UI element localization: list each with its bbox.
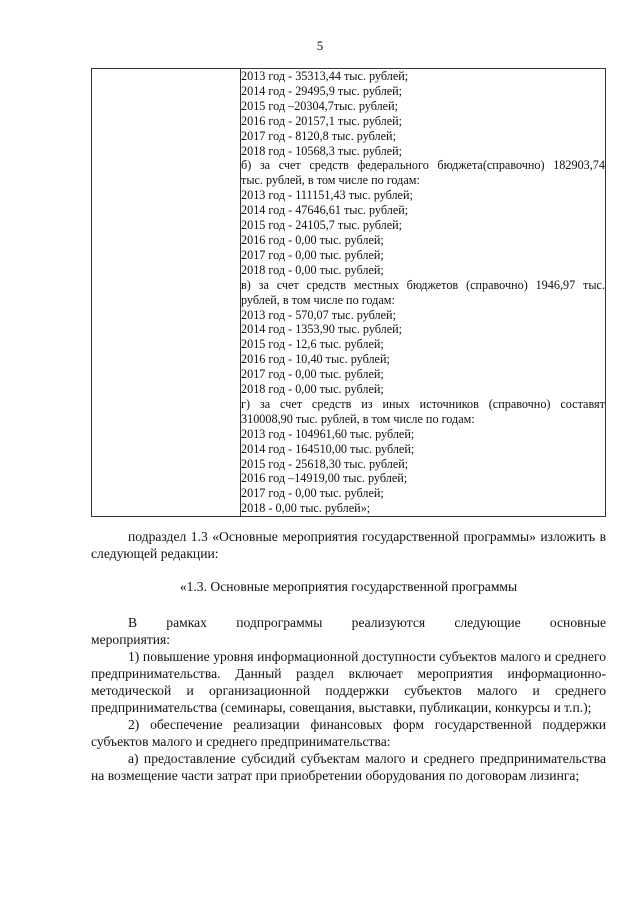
funding-line: г) за счет средств из иных источников (справочно) составят <box>241 396 605 411</box>
subsection-intro <box>91 528 606 562</box>
funding-line: 2016 год - 20157,1 тыс. рублей; <box>241 113 403 128</box>
funding-line: 2018 год - 10568,3 тыс. рублей; <box>241 143 403 158</box>
funding-line: 2016 год - 0,00 тыс. рублей; <box>241 232 384 247</box>
funding-line: 2014 год - 164510,00 тыс. рублей; <box>241 441 415 456</box>
funding-line: 310008,90 тыс. рублей, в том числе по годам: <box>241 411 475 426</box>
funding-lines <box>241 69 605 516</box>
item-1: 1) повышение уровня информационной доступности субъектов малого и среднего предпринимательства. Данный раздел включает мероприятия информационно-методической и организационной поддержки субъектов малого и среднего предпринимательства (семинары, совещания, выставки, публикации, конкурсы и т.п.); <box>91 649 606 715</box>
funding-line: 2013 год - 570,07 тыс. рублей; <box>241 307 396 322</box>
table-left-cell <box>92 69 241 517</box>
funding-line: 2018 год - 0,00 тыс. рублей; <box>241 262 384 277</box>
funding-line: 2017 год - 0,00 тыс. рублей; <box>241 247 384 262</box>
funding-line: 2013 год - 104961,60 тыс. рублей; <box>241 426 415 441</box>
funding-line: 2013 год - 35313,44 тыс. рублей; <box>241 69 409 83</box>
main-text <box>91 614 606 784</box>
item-2: 2) обеспечение реализации финансовых форм государственной поддержки субъектов малого и среднего предпринимательства: <box>91 717 606 749</box>
funding-line: 2017 год - 0,00 тыс. рублей; <box>241 367 384 382</box>
funding-line: 2014 год - 47646,61 тыс. рублей; <box>241 203 409 218</box>
funding-line: 2016 год –14919,00 тыс. рублей; <box>241 471 408 486</box>
table-row <box>92 69 606 517</box>
intro-line-2: мероприятия: <box>91 632 171 647</box>
funding-line: рублей, в том числе по годам: <box>241 292 395 307</box>
funding-line: 2015 год - 25618,30 тыс. рублей; <box>241 456 409 471</box>
funding-line: 2018 - 0,00 тыс. рублей»; <box>241 501 371 516</box>
subsection-intro-text: подраздел 1.3 «Основные мероприятия государственной программы» изложить в следующей редакции: <box>91 529 606 561</box>
page-number: 5 <box>316 38 324 53</box>
funding-line: 2015 год –20304,7тыс. рублей; <box>241 98 398 113</box>
section-heading: «1.3. Основные мероприятия государственной программы <box>179 579 518 594</box>
funding-line: тыс. рублей, в том числе по годам: <box>241 173 420 188</box>
section-heading-block <box>91 578 606 595</box>
funding-table <box>91 68 606 517</box>
funding-line: 2013 год - 111151,43 тыс. рублей; <box>241 188 413 203</box>
funding-line: 2015 год - 24105,7 тыс. рублей; <box>241 218 403 233</box>
funding-line: 2015 год - 12,6 тыс. рублей; <box>241 337 384 352</box>
funding-line: 2017 год - 0,00 тыс. рублей; <box>241 486 384 501</box>
funding-line: 2014 год - 29495,9 тыс. рублей; <box>241 83 403 98</box>
table-right-cell <box>241 69 606 517</box>
item-2a: а) предоставление субсидий субъектам малого и среднего предпринимательства на возмещение части затрат при приобретении оборудования по договорам лизинга; <box>91 751 606 783</box>
intro-line-1: В рамках подпрограммы реализуются следующие основные <box>128 615 606 630</box>
funding-line: 2016 год - 10,40 тыс. рублей; <box>241 352 390 367</box>
funding-line: в) за счет средств местных бюджетов (справочно) 1946,97 тыс. <box>241 277 605 292</box>
funding-line: б) за счет средств федерального бюджета(справочно) 182903,74 <box>241 158 605 173</box>
funding-line: 2014 год - 1353,90 тыс. рублей; <box>241 322 403 337</box>
funding-line: 2017 год - 8120,8 тыс. рублей; <box>241 128 396 143</box>
funding-line: 2018 год - 0,00 тыс. рублей; <box>241 382 384 397</box>
